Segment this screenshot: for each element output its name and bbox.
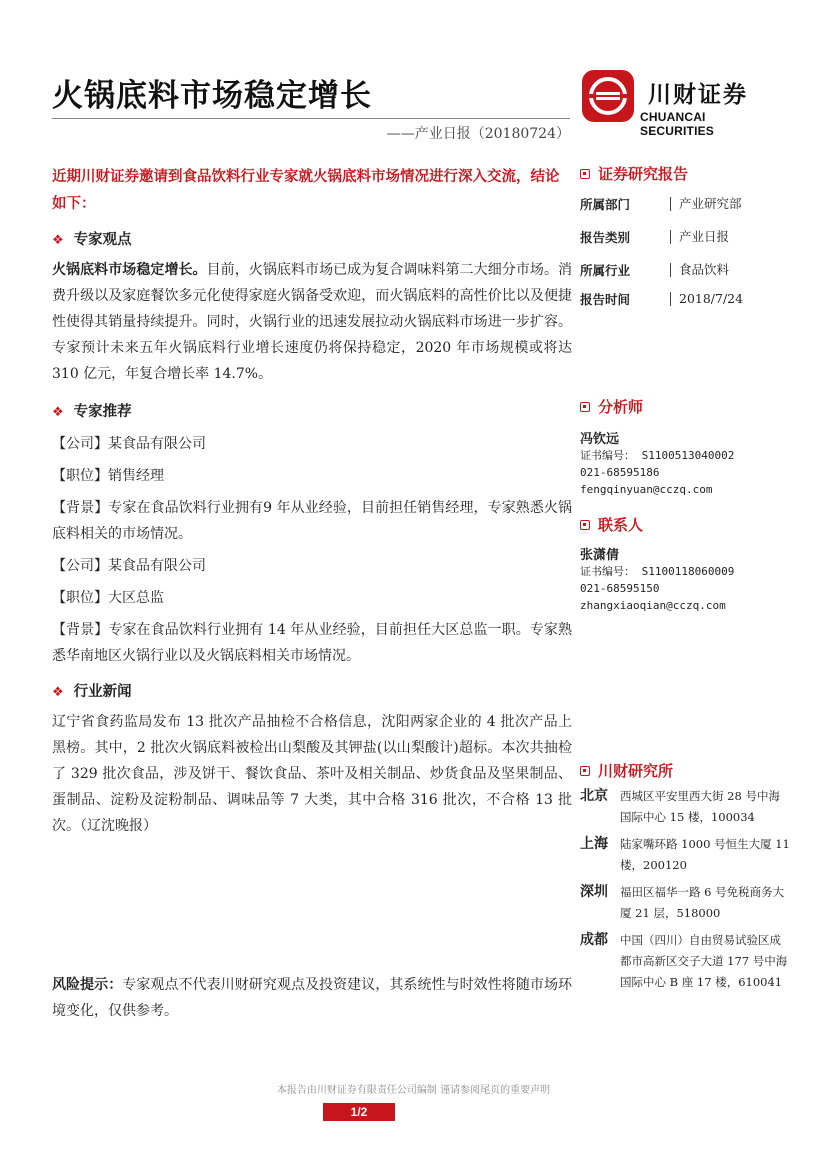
expert-position: 【职位】大区总监: [52, 590, 164, 606]
analyst-phone: 021-68595186: [580, 466, 660, 479]
contact-email[interactable]: zhangxiaoqian@cczq.com: [580, 599, 726, 612]
company-logo: [582, 70, 782, 138]
section-heading-industry-news: ❖ 行业新闻: [52, 683, 132, 700]
risk-body: 专家观点不代表川财研究观点及投资建议，其系统性与时效性将随市场环境变化，仅供参考。: [52, 977, 573, 1019]
analyst-icon: [580, 402, 590, 412]
expert-view-lead: 火锅底料市场稳定增长。: [52, 262, 207, 278]
sidebar-heading-institute: 川财研究所: [580, 760, 800, 784]
meta-row: 报告类别 产业日报: [580, 228, 730, 245]
section-heading-expert-recommend: ❖ 专家推荐: [52, 403, 132, 420]
expert-position: 【职位】销售经理: [52, 468, 164, 484]
expert-background: 【背景】专家在食品饮料行业拥有 14 年从业经验，目前担任大区总监一职。专家熟悉华南地区火锅行业以及火锅底料相关市场情况。: [52, 622, 572, 664]
analyst-name: 冯钦远: [580, 432, 620, 447]
contact-icon: [580, 520, 590, 530]
logo-mark-icon: [582, 70, 634, 122]
page-number: 1/2: [323, 1103, 395, 1121]
office-item: 上海 陆家嘴环路 1000 号恒生大厦 11 楼，200120: [580, 836, 790, 872]
intro-text: 近期川财证券邀请到食品饮料行业专家就火锅底料市场情况进行深入交流，结论如下：: [52, 168, 560, 212]
analyst-email[interactable]: fengqinyuan@cczq.com: [580, 483, 713, 496]
sidebar-heading-report: 证券研究报告: [580, 163, 800, 187]
diamond-bullet-icon: ❖: [52, 685, 64, 700]
office-item: 成都 中国（四川）自由贸易试验区成都市高新区交子大道 177 号中海国际中心 B 座 17 楼，610041: [580, 932, 788, 989]
section-heading-expert-view: ❖ 专家观点: [52, 231, 132, 248]
expert-view-paragraph: [52, 257, 572, 387]
risk-warning: [52, 972, 572, 1024]
diamond-bullet-icon: ❖: [52, 233, 64, 248]
contact-phone: 021-68595150: [580, 582, 660, 595]
report-subtitle: ——产业日报（20180724）: [386, 126, 570, 142]
analyst-cert: 证书编号： S1100513040002: [580, 449, 735, 462]
logo-name-cn: 川财证券: [648, 82, 748, 108]
institute-icon: [580, 766, 590, 776]
expert-company: 【公司】某食品有限公司: [52, 436, 206, 452]
diamond-bullet-icon: ❖: [52, 405, 64, 420]
report-icon: [580, 169, 590, 179]
risk-label: 风险提示：: [52, 977, 123, 993]
expert-background: 【背景】专家在食品饮料行业拥有9 年从业经验，目前担任销售经理，专家熟悉火锅底料相关的市场情况。: [52, 500, 572, 542]
expert-view-body: 目前，火锅底料市场已成为复合调味料第二大细分市场。消费升级以及家庭餐饮多元化使得家庭火锅备受欢迎，而火锅底料的高性价比以及便捷性使得其销量持续提升。同时，火锅行业的迅速发展拉动火锅底料市场进一步扩容。专家预计未来五年火锅底料行业增长速度仍将保持稳定，2020 年市场规模或将达 310 亿元，年复合增长率 14.7%。: [52, 262, 573, 382]
logo-name-en: CHUANCAI SECURITIES: [640, 110, 715, 138]
sidebar-heading-contact: 联系人: [580, 514, 800, 538]
contact-name: 张潇倩: [580, 548, 620, 563]
contact-card: [580, 544, 800, 614]
office-item: 北京 西城区平安里西大街 28 号中海国际中心 15 楼，100034: [580, 788, 780, 824]
industry-news-paragraph: 辽宁省食药监局发布 13 批次产品抽检不合格信息，沈阳两家企业的 4 批次产品上黑榜。其中，2 批次火锅底料被检出山梨酸及其钾盐(以山梨酸计)超标。本次共抽检了 329 批次食品，涉及饼干、餐饮食品、茶叶及相关制品、炒货食品及坚果制品、蛋制品、淀粉及淀粉制品、调味品等 7 大类，其中合格 316 批次，不合格 13 批次。（辽沈晚报）: [52, 714, 572, 834]
footer-disclaimer: 本报告由川财证券有限责任公司编制 谨请参阅尾页的重要声明: [276, 1085, 551, 1096]
main-content: [52, 163, 572, 839]
expert-company: 【公司】某食品有限公司: [52, 558, 206, 574]
meta-row: 报告时间 2018/7/24: [580, 291, 744, 307]
contact-cert: 证书编号： S1100118060009: [580, 565, 735, 578]
meta-row: 所属行业 食品饮料: [580, 261, 730, 278]
sidebar-heading-analyst: 分析师: [580, 396, 800, 420]
page-title: 火锅底料市场稳定增长: [52, 78, 372, 114]
office-item: 深圳 福田区福华一路 6 号免税商务大厦 21 层，518000: [580, 884, 785, 920]
sidebar: [580, 163, 800, 999]
office-list: [580, 786, 800, 993]
analyst-card: [580, 428, 800, 498]
title-divider: [52, 118, 570, 119]
meta-row: 所属部门 产业研究部: [580, 195, 742, 212]
